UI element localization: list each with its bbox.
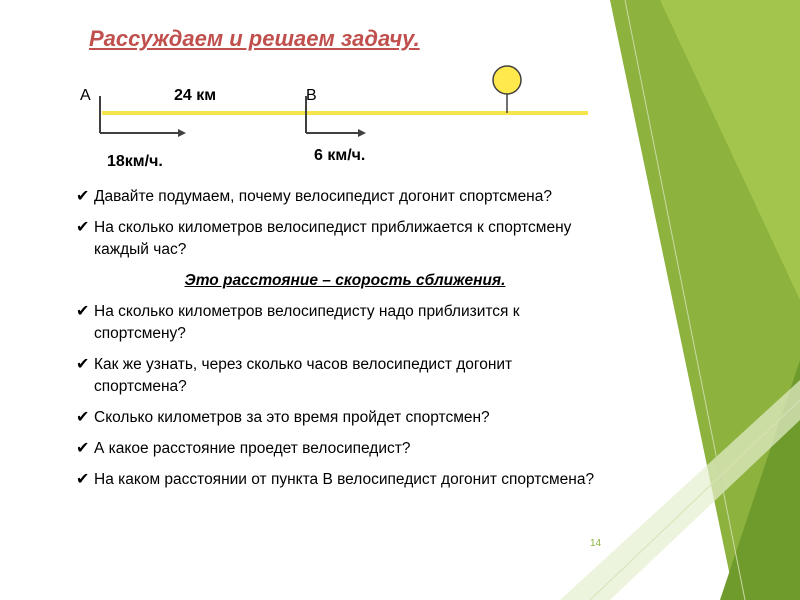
checkmark-icon: ✔ [76,188,90,205]
checkmark-icon: ✔ [76,303,90,320]
list-item [76,469,596,491]
list-item [76,186,596,208]
checkmark-icon: ✔ [76,409,90,426]
question-text: На каком расстоянии от пункта В велосипедист догонит спортсмена? [94,471,595,488]
spacer [76,292,596,301]
question-text: На сколько километров велосипедисту надо приблизится к спортсмену? [94,303,520,342]
slide-title: Рассуждаем и решаем задачу. [89,26,420,51]
yellow-circle-flag-icon [493,66,521,94]
list-item [76,438,596,460]
spacer [76,261,596,270]
speed-b-label: 6 км/ч. [314,147,366,164]
point-a-label: A [80,87,91,104]
arrow-b-head [358,129,366,137]
list-item [76,301,596,345]
spacer [76,429,596,438]
question-list [76,186,596,491]
arrow-a-head [178,129,186,137]
spacer [76,398,596,407]
list-item [76,407,596,429]
question-text: На сколько километров велосипедист приближается к спортсмену каждый час? [94,219,572,258]
point-b-label: B [306,87,317,104]
question-text: Давайте подумаем, почему велосипедист догонит спортсмена? [94,188,552,205]
distance-label: 24 км [174,87,217,104]
list-item [76,354,596,398]
spacer [76,460,596,469]
question-text: Сколько километров за это время пройдет спортсмен? [94,409,490,426]
question-text: А какое расстояние проедет велосипедист? [94,440,411,457]
checkmark-icon: ✔ [76,356,90,373]
checkmark-icon: ✔ [76,471,90,488]
checkmark-icon: ✔ [76,219,90,236]
spacer [76,208,596,217]
list-item [76,217,596,261]
speed-a-label: 18км/ч. [107,153,163,170]
spacer [76,345,596,354]
speed-approach-note: Это расстояние – скорость сближения. [184,272,506,289]
checkmark-icon: ✔ [76,440,90,457]
page-number: 14 [590,538,602,549]
question-text: Как же узнать, через сколько часов велосипедист догонит спортсмена? [94,356,513,395]
